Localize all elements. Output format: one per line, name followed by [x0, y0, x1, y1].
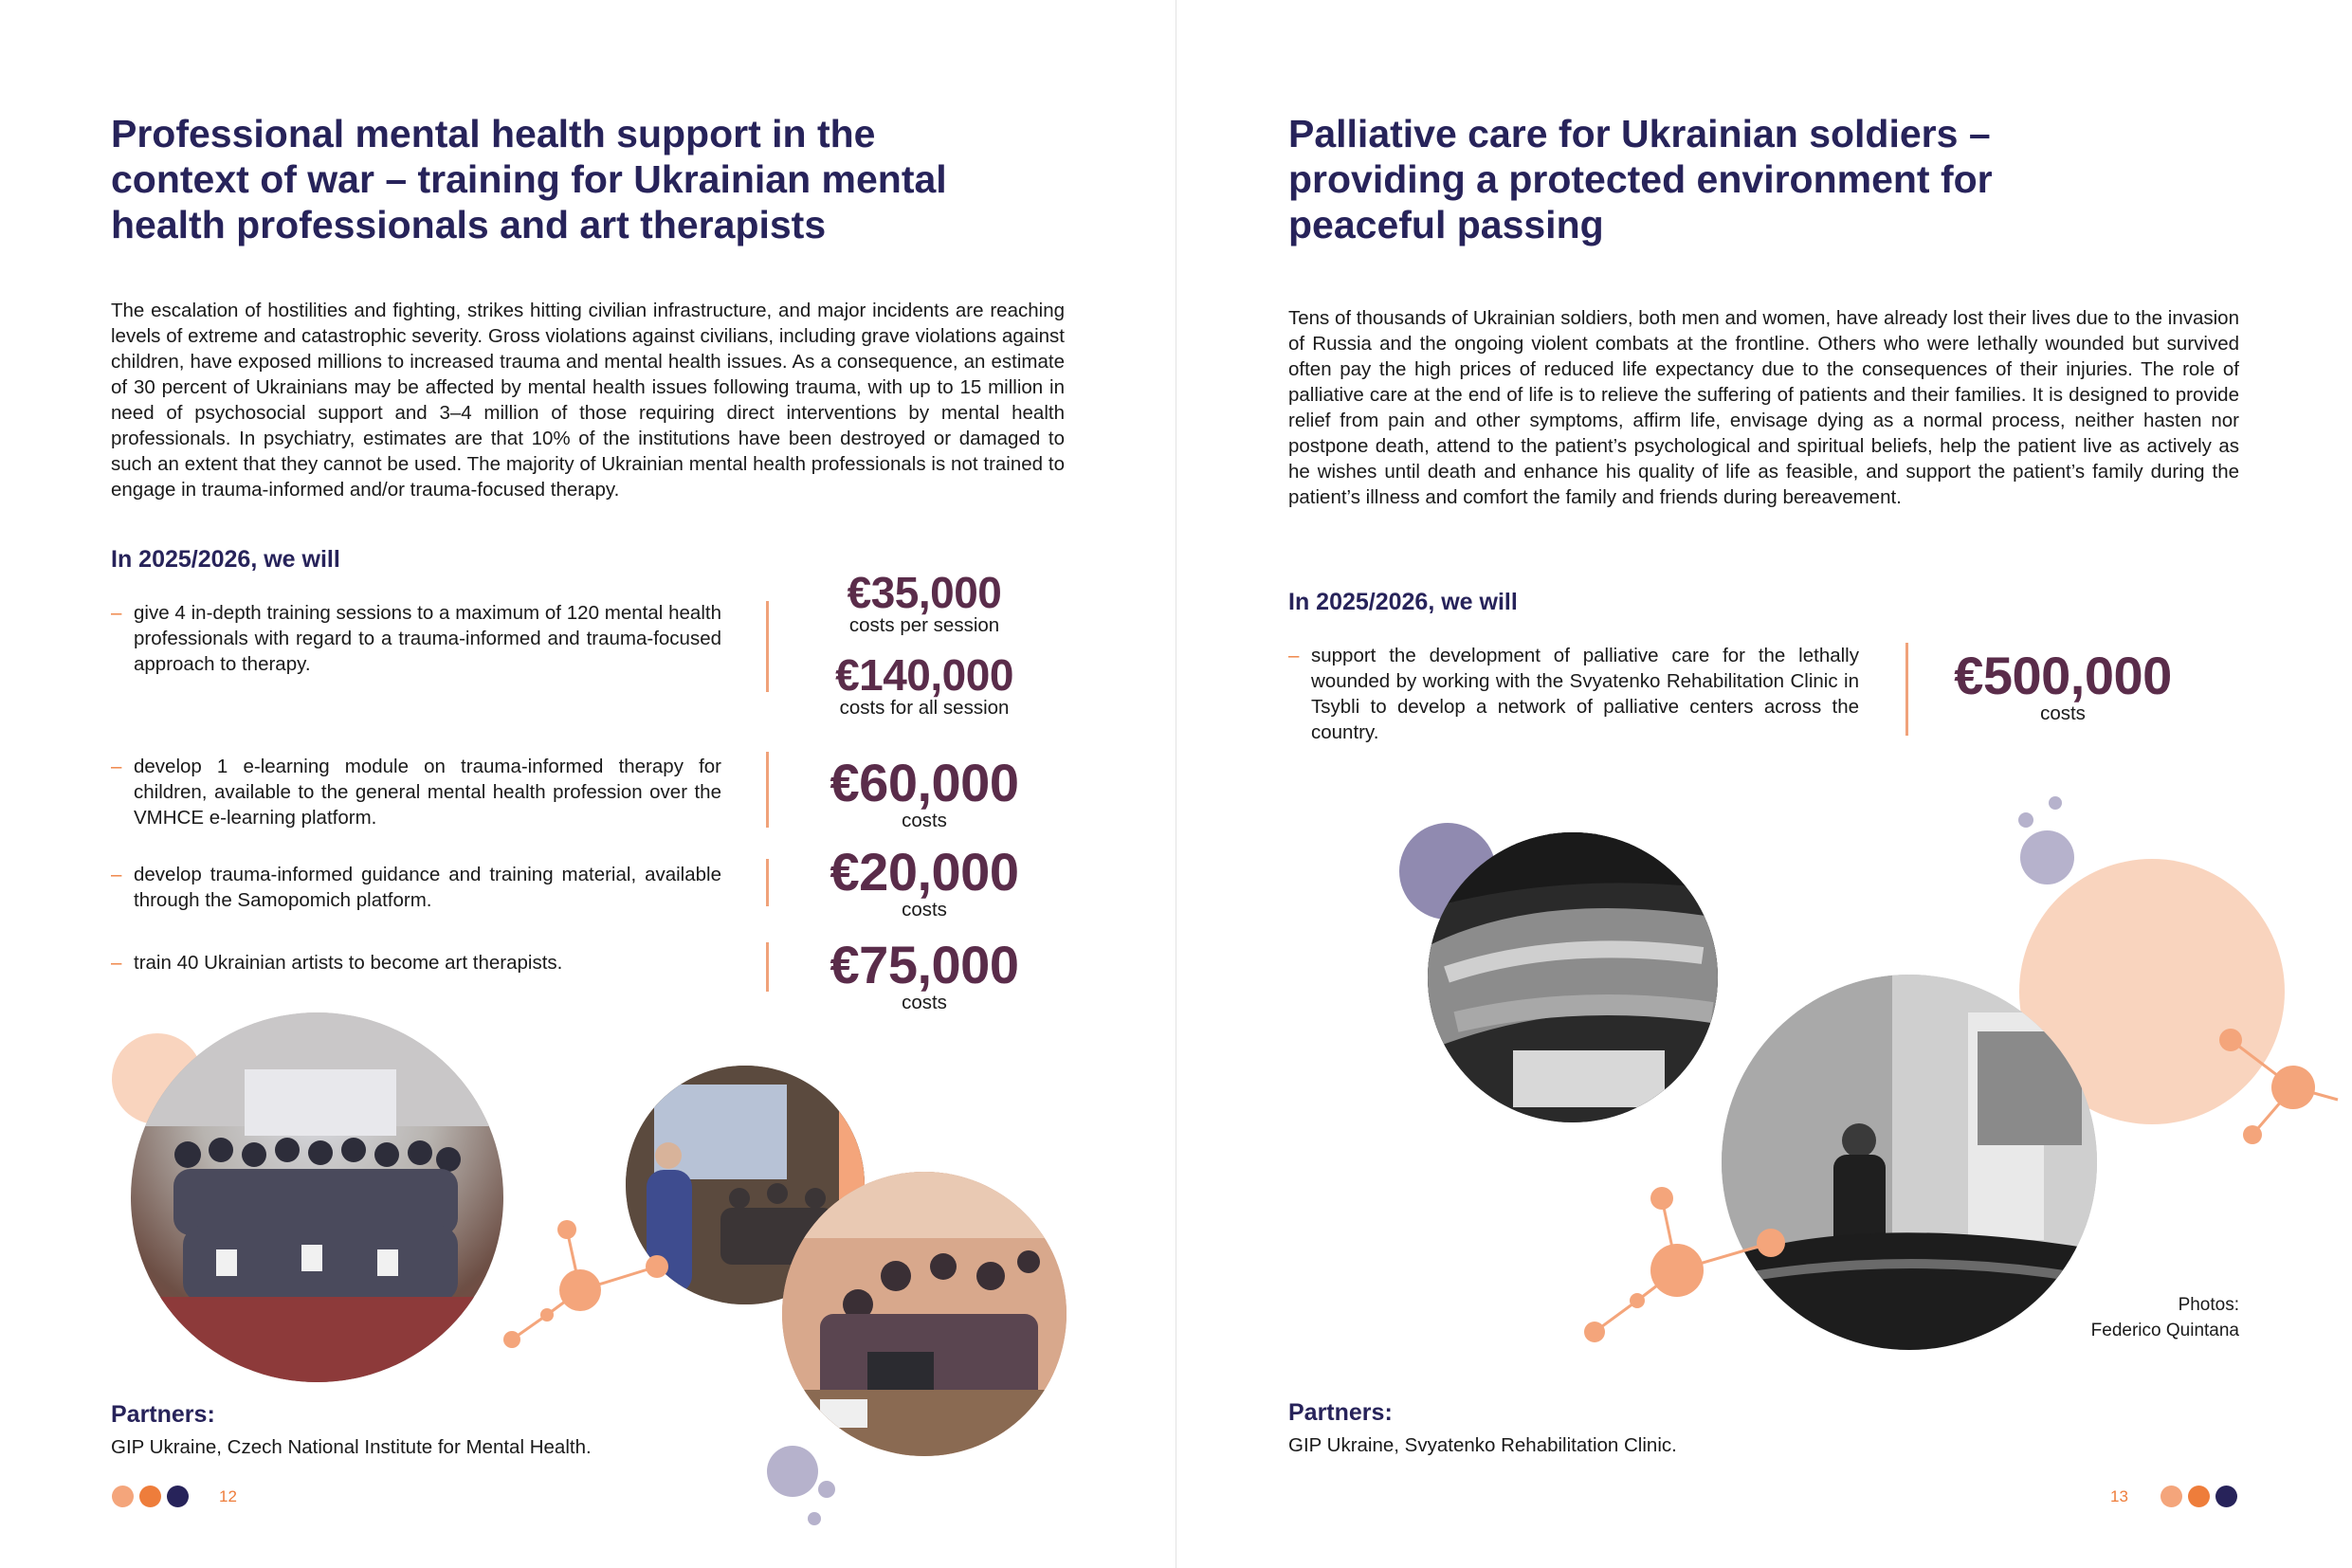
- bullet-text: develop trauma-informed guidance and training material, available through the Samopomich platform.: [134, 864, 721, 911]
- cost-label: costs: [2040, 702, 2086, 724]
- right-page-title: Palliative care for Ukrainian soldiers – providing a protected environment for peaceful passing: [1288, 112, 1993, 246]
- cost-separator: [766, 601, 769, 692]
- wounded-hands-photo: [1428, 832, 1718, 1122]
- cost-amount: €20,000: [830, 842, 1019, 902]
- page-number: 12: [219, 1487, 237, 1505]
- footer-dot-orange: [139, 1486, 161, 1507]
- bullet-dash: –: [111, 602, 122, 624]
- cost-label: costs: [902, 810, 947, 831]
- cost-block-right: [1935, 646, 2191, 725]
- right-partners-text: GIP Ukraine, Svyatenko Rehabilitation Clinic.: [1288, 1434, 1677, 1456]
- cost-block-5: [796, 935, 1052, 1014]
- left-partners-heading: Partners:: [111, 1401, 215, 1428]
- cost-label: costs for all session: [839, 697, 1010, 719]
- bullet-dash: –: [111, 952, 122, 974]
- right-subheading: In 2025/2026, we will: [1288, 589, 1518, 615]
- left-page-title: Professional mental health support in the context of war – training for Ukrainian mental health professionals and art therapists: [111, 112, 947, 246]
- page-number: 13: [2110, 1487, 2128, 1505]
- cost-label: costs: [902, 899, 947, 921]
- bullet-dash: –: [111, 756, 122, 777]
- cost-amount: €35,000: [847, 568, 1002, 617]
- right-bullet-1: [1288, 643, 1859, 745]
- photo-credit: [2011, 1292, 2239, 1343]
- cost-amount: €500,000: [1954, 646, 2172, 705]
- cost-label: costs per session: [848, 614, 1000, 636]
- footer-dot-peach: [112, 1486, 134, 1507]
- cost-amount: €60,000: [830, 753, 1019, 812]
- cost-block-3: [796, 753, 1052, 832]
- footer-dot-orange: [2188, 1486, 2210, 1507]
- cost-block-2: [796, 650, 1052, 720]
- decorative-bubble: [2018, 812, 2033, 828]
- decorative-bubble: [2049, 796, 2062, 810]
- photo-credit-name: Federico Quintana: [2090, 1321, 2239, 1340]
- left-bullet-1: [111, 600, 721, 677]
- bullet-dash: –: [1288, 645, 1300, 666]
- left-intro-paragraph: The escalation of hostilities and fighting, strikes hitting civilian infrastructure, and major incidents are reaching levels of extreme and catastrophic severity. Gross violations against civilians, including grave violations against children, have exposed millions to increased trauma and mental health issues. As a consequence, an estimate of 30 percent of Ukrainians may be affected by mental health issues following trauma, with up to 15 million in need of psychosocial support and 3–4 million of those requiring direct interventions by mental health professionals. In psychiatry, estimates are that 10% of the institutions have been destroyed or damaged to such an extent that they cannot be used. The majority of Ukrainian mental health professionals is not trained to engage in trauma-informed and/or trauma-focused therapy.: [111, 300, 1065, 501]
- footer-dot-navy: [167, 1486, 189, 1507]
- cost-amount: €75,000: [830, 935, 1019, 994]
- workshop-illustration: [782, 1172, 1067, 1456]
- right-page: [1176, 0, 2352, 1568]
- cost-separator: [1905, 643, 1908, 736]
- bullet-text: develop 1 e-learning module on trauma-informed therapy for children, available to the general mental health profession over the VMHCE e-learning platform.: [134, 756, 721, 829]
- cost-separator: [766, 859, 769, 906]
- cost-amount: €140,000: [835, 650, 1013, 700]
- cost-block-1: [796, 568, 1052, 637]
- wounded-hands-illustration: [1428, 832, 1718, 1122]
- left-bullet-2: [111, 754, 721, 830]
- trainees-group-illustration: [131, 1012, 503, 1382]
- cost-label: costs: [902, 992, 947, 1013]
- left-bullet-3: [111, 862, 721, 913]
- bullet-text: support the development of palliative care for the lethally wounded by working with the Svyatenko Rehabilitation Clinic in Tsybli to develop a network of palliative centers across the country.: [1311, 645, 1859, 743]
- workshop-photo: [782, 1172, 1067, 1456]
- photo-credit-label: Photos:: [2178, 1295, 2239, 1315]
- footer-dot-peach: [2161, 1486, 2182, 1507]
- cost-block-4: [796, 842, 1052, 921]
- bullet-text: give 4 in-depth training sessions to a maximum of 120 mental health professionals with regard to a trauma-informed and trauma-focused approach to therapy.: [134, 602, 721, 675]
- bullet-text: train 40 Ukrainian artists to become art therapists.: [134, 952, 563, 974]
- right-intro-paragraph: Tens of thousands of Ukrainian soldiers, both men and women, have already lost their lives due to the invasion of Russia and the ongoing violent combats at the frontline. Others who were lethally wounded but survived often pay the high prices of reduced life expectancy due to the consequences of their injuries. The role of palliative care at the end of life is to relieve the suffering of patients and their families. It is designed to provide relief from pain and other symptoms, affirm life, envisage dying as a normal process, neither hasten nor postpone death, attend to the patient’s psychological and spiritual beliefs, help the patient live as actively as he wishes until death and enhance his quality of life as feasible, and support the patient’s family during the patient’s illness and comfort the family and friends during bereavement.: [1288, 307, 2239, 508]
- decorative-bubble: [2020, 830, 2074, 884]
- left-partners-text: GIP Ukraine, Czech National Institute for Mental Health.: [111, 1436, 592, 1458]
- cost-separator: [766, 752, 769, 828]
- left-bullet-4: [111, 950, 721, 975]
- bullet-dash: –: [111, 864, 122, 885]
- right-partners-heading: Partners:: [1288, 1399, 1393, 1426]
- trainees-group-photo: [131, 1012, 503, 1382]
- cost-separator: [766, 942, 769, 992]
- left-subheading: In 2025/2026, we will: [111, 546, 340, 573]
- footer-dot-navy: [2215, 1486, 2237, 1507]
